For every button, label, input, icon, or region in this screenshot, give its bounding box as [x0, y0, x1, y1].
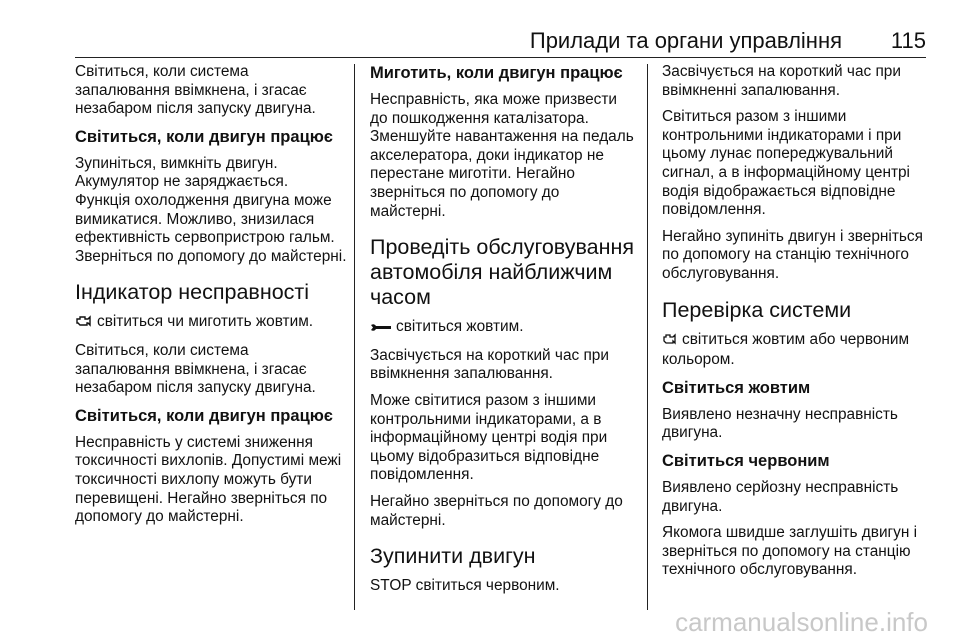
paragraph: Несправність, яка може призвести до пошкодження каталізатора. Зменшуйте навантаження на педаль акселератора, доки індикатор не перестане миготіти. Негайно зверніться по допомогу до майстерні. — [370, 91, 634, 220]
paragraph: Виявлено незначну несправність двигуна. — [662, 405, 898, 442]
paragraph: Може світитися разом з іншими контрольними індикаторами, а в інформаційному центрі водія при цьому відобразиться відповідне повідомлення. — [370, 391, 608, 484]
subheading: Світиться жовтим — [662, 378, 811, 397]
paragraph: Несправність у системі зниження токсичності вихлопів. Допустимі межі токсичності вихлопу можуть бути перевищені. Негайно зверніться по допомогу до майстерні. — [75, 433, 342, 526]
header-rule — [75, 57, 926, 58]
paragraph: Засвічується на короткий час при ввімкненні запалювання. — [662, 63, 901, 99]
engine-icon — [75, 314, 93, 334]
paragraph: Виявлено серйозну несправність двигуна. — [662, 478, 899, 515]
paragraph: STOP світиться червоним. — [370, 577, 560, 595]
page-title: Прилади та органи управління — [529, 28, 842, 53]
column-2 — [370, 63, 636, 604]
page-header — [0, 0, 960, 56]
engine-check-icon — [662, 332, 678, 352]
section-heading: Проведіть обслуговування автомобіля найближчим часом — [370, 235, 635, 310]
paragraph: Світиться разом з іншими контрольними індикаторами і при цьому лунає попереджувальний сигнал, а в інформаційному центрі водія відображається відповідне повідомлення. — [662, 108, 910, 219]
paragraph: Світиться, коли система запалювання ввімкнена, і згасає незабаром після запуску двигуна. — [75, 63, 316, 118]
section-heading: Перевірка системи — [662, 297, 852, 322]
subheading: Світиться, коли двигун працює — [75, 406, 333, 425]
column-1 — [75, 63, 347, 535]
paragraph — [662, 331, 930, 370]
page-number: 115 — [890, 28, 926, 53]
subheading: Миготить, коли двигун працює — [370, 64, 623, 82]
paragraph: Негайно зверніться по допомогу до майстерні. — [370, 492, 623, 529]
indicator-text: світиться жовтим. — [396, 318, 524, 336]
column-divider — [647, 64, 648, 610]
section-heading: Індикатор несправності — [75, 280, 310, 305]
column-divider — [354, 64, 355, 610]
paragraph: Зупиніться, вимкніть двигун. Акумулятор не заряджається. Функція охолодження двигуна може вимикатися. Можливо, знизилася ефективність сервопристрою гальм. Зверніться по допомогу до майстерні. — [75, 154, 347, 265]
subheading: Світиться, коли двигун працює — [75, 127, 333, 146]
paragraph — [370, 318, 636, 339]
column-3 — [662, 63, 930, 588]
subheading: Світиться червоним — [662, 451, 830, 470]
paragraph: Якомога швидше заглушіть двигун і зверніться по допомогу на станцію технічного обслуговування. — [662, 524, 918, 579]
paragraph: Світиться, коли система запалювання ввімкнена, і згасає незабаром після запуску двигуна. — [75, 341, 316, 397]
paragraph — [75, 313, 347, 334]
section-heading: Зупинити двигун — [370, 544, 536, 569]
wrench-icon — [370, 320, 392, 339]
indicator-text: світиться чи миготить жовтим. — [97, 313, 314, 331]
indicator-text: світиться жовтим або червоним кольором. — [662, 330, 910, 369]
watermark: carmanualsonline.info — [675, 607, 928, 637]
paragraph: Негайно зупиніть двигун і зверніться по допомогу на станцію технічного обслуговування. — [662, 227, 923, 282]
paragraph: Засвічується на короткий час при ввімкнення запалювання. — [370, 346, 609, 383]
